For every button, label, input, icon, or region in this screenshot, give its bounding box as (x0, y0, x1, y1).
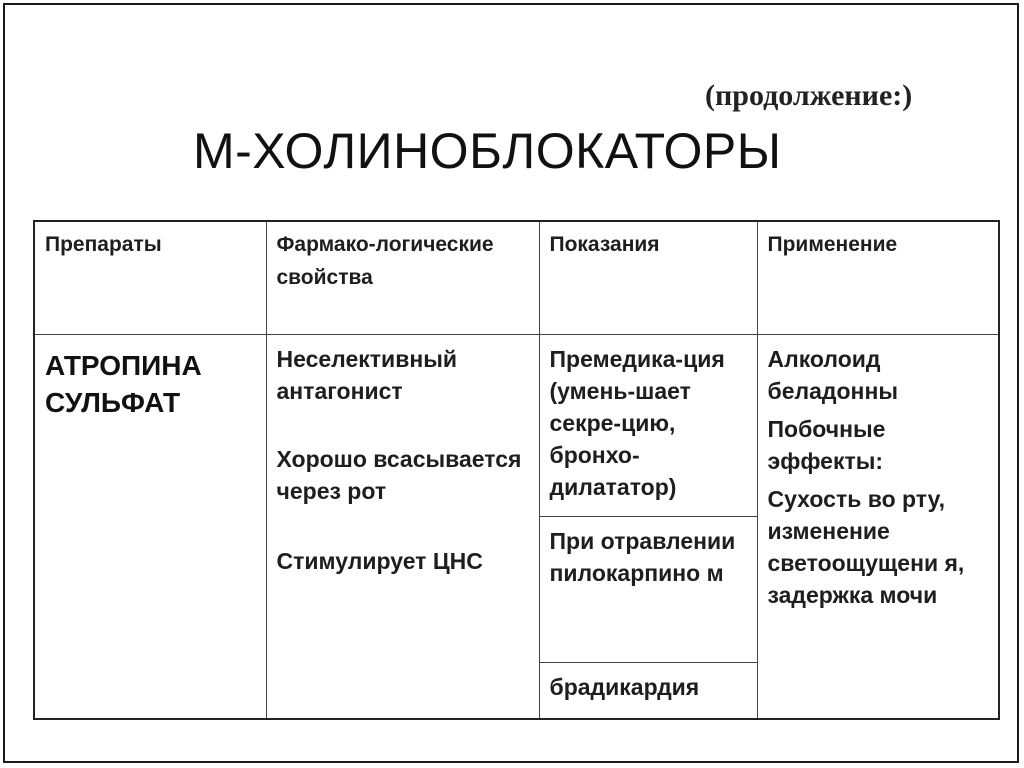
header-drugs: Препараты (34, 221, 266, 334)
header-indications: Показания (539, 221, 757, 334)
indication-cell: брадикардия (539, 662, 757, 719)
application-cell (757, 334, 999, 719)
header-application: Применение (757, 221, 999, 334)
application-item: Алколоид беладонны (767, 345, 898, 404)
table-header-row (34, 221, 999, 334)
slide-title: М-ХОЛИНОБЛОКАТОРЫ (193, 123, 782, 179)
property-item: Стимулирует ЦНС (276, 547, 483, 574)
indication-cell: Премедика-ция (умень-шает секре-цию, бронхо-дилататор) (539, 334, 757, 516)
indication-cell: При отравлении пилокарпино м (539, 516, 757, 662)
properties-cell (266, 334, 539, 719)
application-item: Побочные эффекты: (767, 415, 886, 474)
property-item: Хорошо всасывается через рот (276, 445, 522, 504)
application-item: Сухость во рту, изменение светоощущени я, задержка мочи (767, 485, 965, 608)
drug-table (33, 220, 1000, 720)
drug-name-cell: АТРОПИНА СУЛЬФАТ (34, 334, 266, 719)
slide-subtitle: (продолжение:) (705, 79, 913, 112)
property-item: Неселективный антагонист (276, 345, 458, 404)
table-row (34, 334, 999, 516)
header-properties: Фармако-логические свойства (266, 221, 539, 334)
